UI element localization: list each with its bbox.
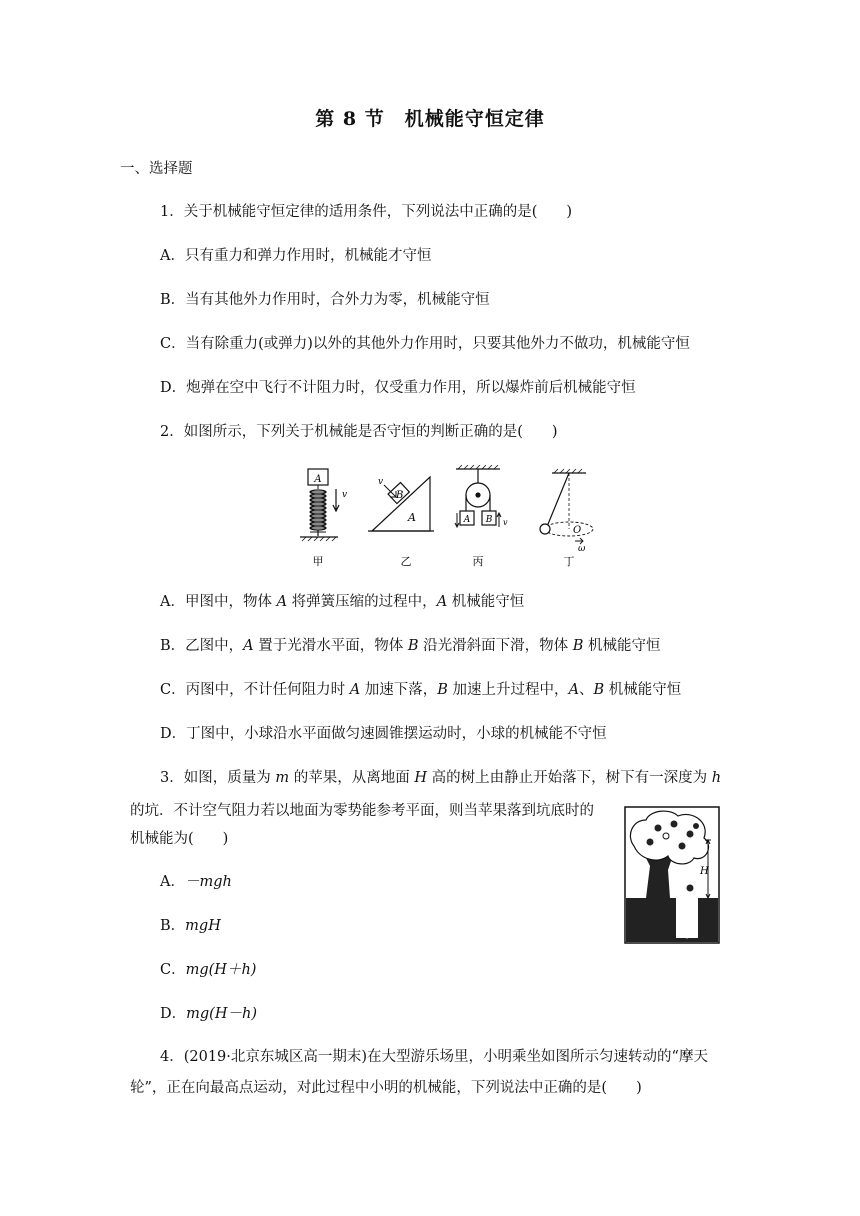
q3-option-a: A．－mgh (160, 874, 232, 890)
q2-stem: 2．如图所示，下列关于机械能是否守恒的判断正确的是( ) (160, 424, 558, 440)
q1-option-b: B．当有其他外力作用时，合外力为零，机械能守恒 (160, 292, 490, 308)
label-h: h (690, 916, 697, 927)
figure-bing (455, 465, 501, 527)
q3-stem-line3: 机械能为( ) (130, 831, 229, 847)
label-a-yi: A (408, 511, 416, 524)
page-title: 第 8 节 机械能守恒定律 (315, 108, 545, 130)
label-a-jia: A (314, 474, 322, 485)
q3-stem-line1: 3．如图，质量为 m 的苹果，从离地面 H 高的树上由静止开始落下，树下有一深度为 h (160, 770, 722, 786)
q2-option-c: C．丙图中，不计任何阻力时 A 加速下落，B 加速上升过程中，A、B 机械能守恒 (160, 682, 682, 698)
q4-stem-line2: 轮”，正在向最高点运动，对此过程中小明的机械能，下列说法中正确的是( ) (130, 1080, 642, 1096)
label-a-bing: A (463, 515, 471, 525)
q1-option-c: C．当有除重力(或弹力)以外的其他外力作用时，只要其他外力不做功，机械能守恒 (160, 336, 690, 352)
q1-stem: 1．关于机械能守恒定律的适用条件，下列说法中正确的是( ) (160, 204, 573, 220)
figure-ding (540, 469, 593, 544)
label-o-ding: O (573, 525, 582, 536)
label-b-bing: B (485, 515, 493, 525)
label-v-bing: v (503, 518, 508, 527)
caption-yi: 乙 (400, 555, 412, 568)
caption-bing: 丙 (472, 555, 484, 568)
label-H: H (700, 866, 709, 877)
q2-figure (290, 465, 610, 570)
q3-stem-line2: 的坑．不计空气阻力若以地面为零势能参考平面，则当苹果落到坑底时的 (130, 803, 594, 819)
q2-option-a: A．甲图中，物体 A 将弹簧压缩的过程中，A 机械能守恒 (160, 594, 525, 610)
q1-option-d: D．炮弹在空中飞行不计阻力时，仅受重力作用，所以爆炸前后机械能守恒 (160, 380, 636, 396)
q2-option-d: D．丁图中，小球沿水平面做匀速圆锥摆运动时，小球的机械能不守恒 (160, 726, 607, 742)
q4-stem-line1: 4．(2019·北京东城区高一期末)在大型游乐场里，小明乘坐如图所示匀速转动的“摩天 (160, 1049, 708, 1065)
label-v-yi: v (378, 477, 384, 487)
section-heading: 一、选择题 (120, 161, 193, 177)
label-v-jia: v (342, 490, 348, 500)
q3-option-d: D．mg(H－h) (160, 1006, 257, 1022)
q3-apple-tree-figure (624, 806, 720, 944)
label-b-yi: B (396, 490, 404, 501)
q3-option-c: C．mg(H＋h) (160, 962, 257, 978)
caption-ding: 丁 (563, 555, 575, 568)
q2-option-b: B．乙图中，A 置于光滑水平面，物体 B 沿光滑斜面下滑，物体 B 机械能守恒 (160, 638, 661, 654)
q3-option-b: B．mgH (160, 918, 221, 934)
label-omega-ding: ω (578, 544, 586, 554)
caption-jia: 甲 (312, 555, 324, 568)
q1-option-a: A．只有重力和弹力作用时，机械能才守恒 (160, 248, 432, 264)
